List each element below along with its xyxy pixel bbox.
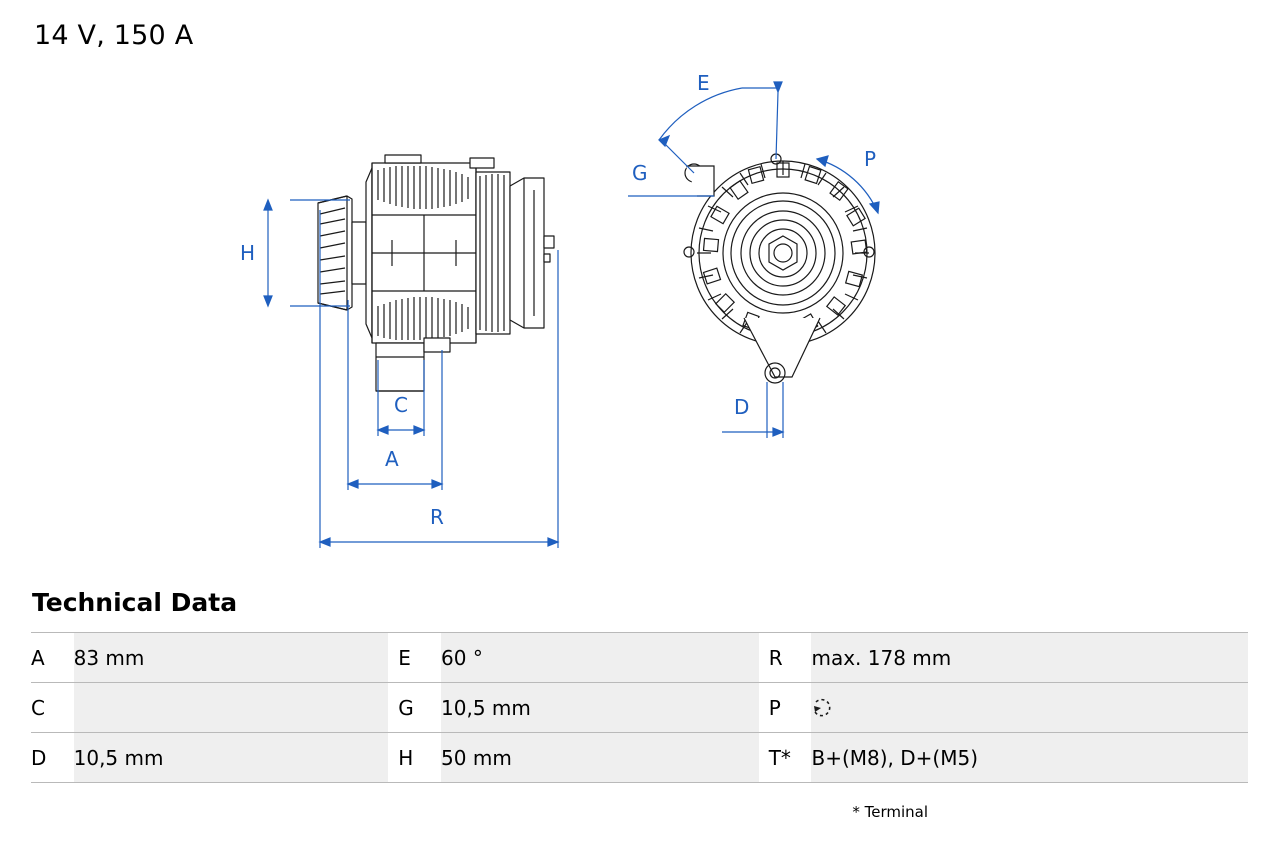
rotation-direction-icon (811, 696, 837, 720)
row-value-h: 50 mm (441, 733, 759, 783)
slip-ring-end-bracket (476, 172, 554, 334)
row-value-t: B+(M8), D+(M5) (811, 733, 1248, 783)
table-footnote: * Terminal (852, 803, 928, 821)
table-row (31, 683, 1248, 733)
row-key-t: T* (759, 733, 812, 783)
row-value-c (74, 683, 389, 733)
row-key-d: D (31, 733, 74, 783)
row-key-p: P (759, 683, 812, 733)
row-key-r: R (759, 633, 812, 683)
front-housing (352, 168, 372, 338)
svg-text:D: D (734, 395, 750, 419)
section-title-technical-data: Technical Data (32, 588, 238, 617)
pulley-side-view (318, 196, 352, 310)
row-key-h: H (388, 733, 441, 783)
row-value-d: 10,5 mm (74, 733, 389, 783)
svg-text:C: C (394, 393, 408, 417)
dimension-E (659, 71, 782, 173)
table-row (31, 633, 1248, 683)
page-title: 14 V, 150 A (34, 20, 194, 51)
row-key-c: C (31, 683, 74, 733)
row-key-g: G (388, 683, 441, 733)
row-key-e: E (388, 633, 441, 683)
row-value-g: 10,5 mm (441, 683, 759, 733)
svg-text:P: P (864, 147, 877, 171)
row-value-e: 60 ° (441, 633, 759, 683)
svg-text:G: G (632, 161, 648, 185)
drive-end-bracket (372, 163, 476, 343)
svg-text:A: A (385, 447, 399, 471)
svg-text:H: H (240, 241, 256, 265)
row-value-r: max. 178 mm (811, 633, 1248, 683)
row-value-p (811, 683, 1248, 733)
svg-text:R: R (430, 505, 444, 529)
mounting-foot (376, 338, 450, 391)
table-row (31, 733, 1248, 783)
svg-text:E: E (697, 71, 710, 95)
alternator-front-view (684, 154, 875, 383)
row-key-a: A (31, 633, 74, 683)
technical-data-table (31, 632, 1248, 783)
dimension-D (722, 382, 783, 438)
row-value-a: 83 mm (74, 633, 389, 683)
